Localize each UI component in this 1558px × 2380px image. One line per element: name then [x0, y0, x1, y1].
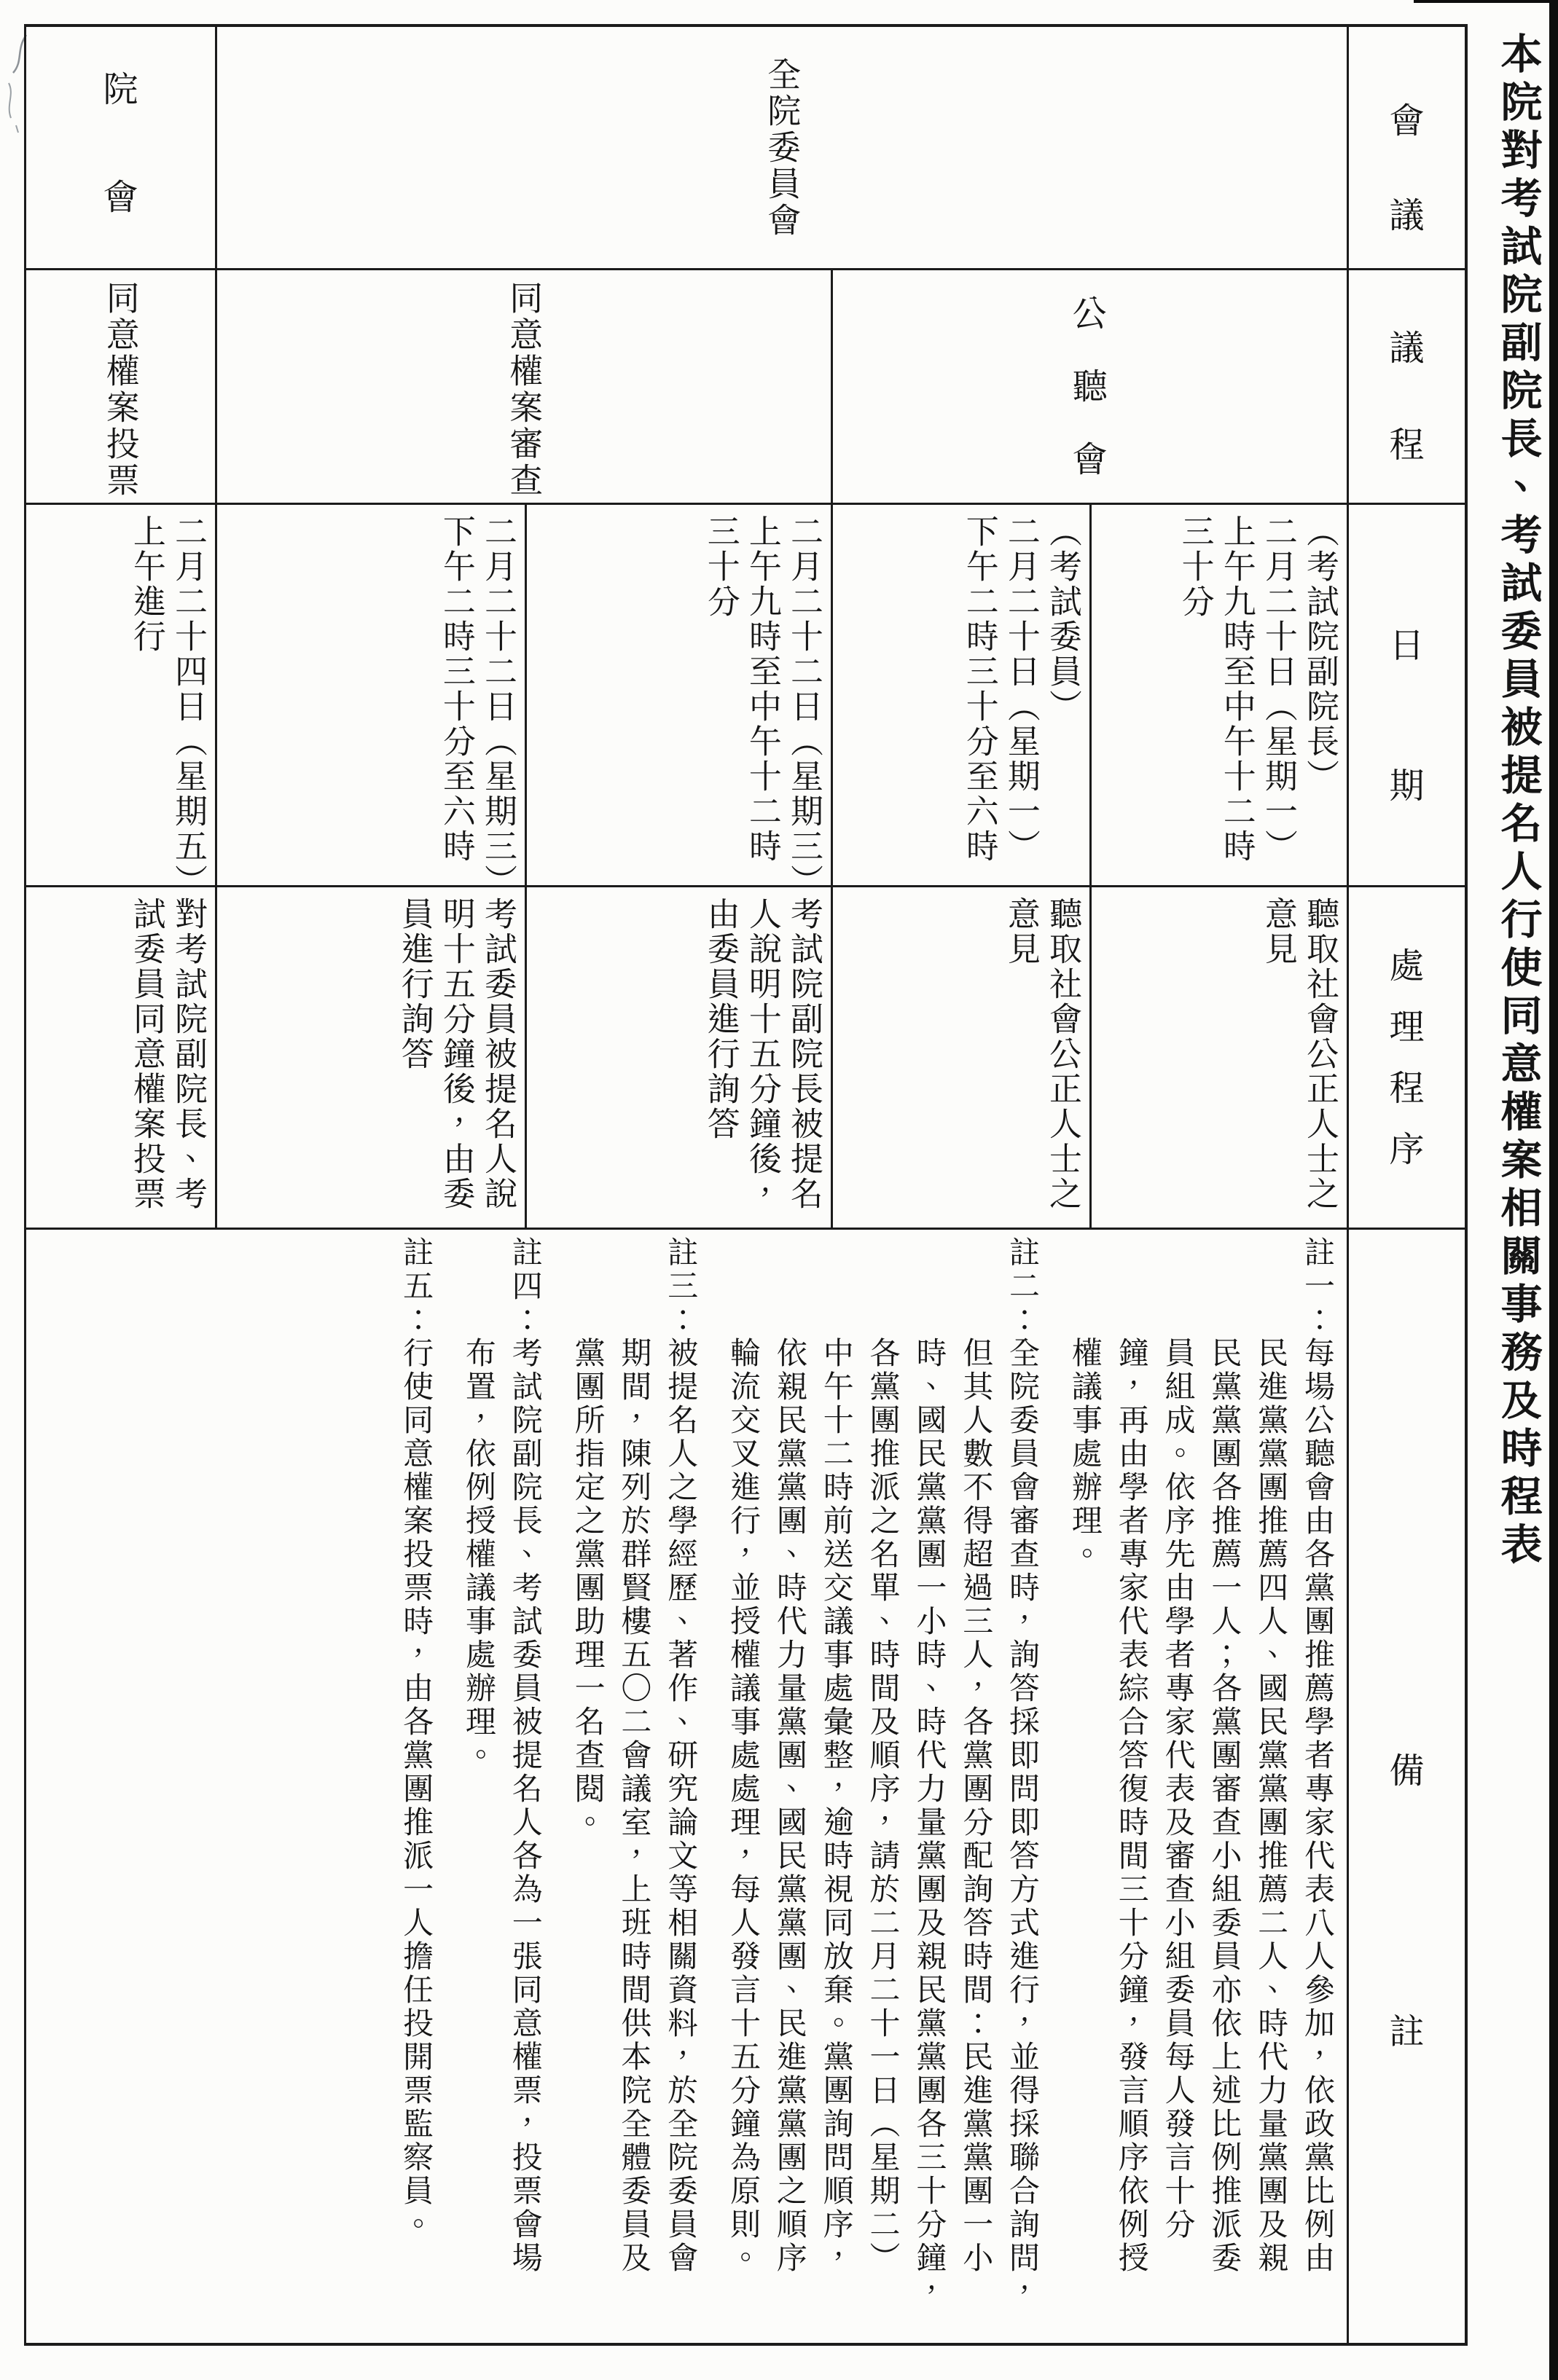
date-line: （考試院副院長）	[1301, 514, 1339, 794]
note-line: 期間，陳列於群賢樓五〇二會議室，上班時間供本院全體委員及	[616, 1337, 653, 2275]
date-review-vice-president	[527, 505, 831, 899]
table-border-right	[1465, 24, 1468, 2346]
note-line: 但其人數不得超過三人，各黨團分配詢答時間：民進黨黨團一小	[958, 1337, 995, 2275]
date-line: 三十分	[701, 514, 740, 619]
date-line: 二月二十二日（星期三）	[785, 514, 823, 899]
procedure-plenary-vote	[26, 887, 215, 1228]
date-line: 二月二十日（星期一）	[1258, 514, 1298, 864]
date-plenary-vote	[26, 505, 215, 899]
procedure-line: 由委員進行詢答	[701, 897, 740, 1142]
date-text	[436, 505, 525, 899]
note-line: 時、國民黨黨團一小時、時代力量黨團及親民黨黨團各三十分鐘，	[912, 1337, 948, 2309]
meeting-plenary	[26, 27, 215, 268]
header-procedure	[1349, 887, 1465, 1228]
note-line: 布置，依例授權議事處辦理。	[461, 1337, 497, 1772]
date-line: （考試委員）	[1044, 514, 1082, 724]
procedure-line: 員進行詢答	[395, 897, 434, 1072]
date-text	[1174, 505, 1347, 864]
note-3	[565, 1236, 704, 2309]
procedure-line: 考試委員被提名人說	[479, 897, 517, 1211]
note-line: 員組成。依序先由學者專家代表及審查小組委員每人發言十分	[1160, 1337, 1197, 2242]
note-2	[720, 1236, 1046, 2309]
date-hearing-vice-president	[1092, 505, 1347, 885]
procedure-hearing-vice-president	[1092, 887, 1347, 1228]
date-hearing-members	[833, 505, 1089, 885]
agenda-hearing	[833, 270, 1347, 503]
date-line: 上午進行	[127, 514, 166, 654]
note-1	[1062, 1236, 1341, 2309]
date-text	[126, 505, 215, 899]
hearing-label: 公 聽 會	[1072, 293, 1108, 480]
note-line: 黨團所指定之黨團助理一名查閱。	[570, 1337, 606, 1839]
note-line: 輪流交叉進行，並授權議事處處理，每人發言十五分鐘為原則。	[726, 1337, 762, 2275]
procedure-text	[1001, 887, 1089, 1211]
header-date-label: 日 期	[1389, 624, 1425, 806]
procedure-hearing-members	[833, 887, 1089, 1228]
note-line: 註一：每場公聽會由各黨團推薦學者專家代表八人參加，依政黨比例由	[1300, 1236, 1336, 2275]
procedure-review-vice-president	[527, 887, 831, 1228]
scan-edge-right	[1549, 0, 1558, 2380]
review-label: 同意權案審查	[504, 280, 544, 499]
document-title: 本院對考試院副院長、考試委員被提名人行使同意權案相關事務及時程表	[1494, 32, 1543, 1571]
note-line: 權議事處辦理。	[1067, 1337, 1103, 1571]
header-date	[1349, 505, 1465, 885]
procedure-line: 聽取社會公正人士之	[1044, 897, 1082, 1211]
date-line: 二月二十日（星期一）	[1001, 514, 1041, 864]
committee-of-whole-label: 全院委員會	[762, 56, 802, 239]
plenary-label: 院 會	[103, 68, 138, 218]
procedure-review-members	[217, 887, 525, 1228]
procedure-line: 聽取社會公正人士之	[1301, 897, 1339, 1211]
date-text	[959, 505, 1089, 864]
header-agenda	[1349, 270, 1465, 503]
procedure-line: 意見	[1001, 897, 1041, 967]
note-line: 中午十二時前送交議事處彙整，逾時視同放棄。黨團詢問順序，	[818, 1337, 855, 2275]
note-line: 依親民黨黨團、時代力量黨團、國民黨黨團、民進黨黨團之順序	[772, 1337, 808, 2275]
procedure-line: 人說明十五分鐘後，	[743, 897, 782, 1211]
note-4	[455, 1236, 549, 2309]
meeting-committee-of-whole	[217, 27, 1347, 268]
procedure-line: 考試院副院長被提名	[785, 897, 823, 1211]
header-remarks-label: 備 註	[1389, 1751, 1425, 2052]
procedure-line: 意見	[1258, 897, 1298, 967]
note-line: 註五：行使同意權案投票時，由各黨團推派一人擔任投開票監察員。	[399, 1236, 435, 2242]
note-5	[393, 1236, 439, 2309]
date-line: 上午九時至中午十二時	[743, 514, 782, 864]
date-line: 上午九時至中午十二時	[1217, 514, 1256, 864]
note-line: 註二：全院委員會審查時，詢答採即問即答方式進行，並得採聯合詢問，	[1005, 1236, 1041, 2309]
agenda-vote	[26, 270, 215, 503]
note-line: 註四：考試院副院長、考試委員被提名人各為一張同意權票，投票會場	[507, 1236, 544, 2275]
header-meeting	[1349, 27, 1465, 268]
date-line: 三十分	[1175, 514, 1215, 619]
note-line: 鐘，再由學者專家代表綜合答復時間三十分鐘，發言順序依例授	[1113, 1337, 1150, 2275]
remarks-cell	[26, 1230, 1347, 2343]
procedure-text	[1258, 887, 1347, 1211]
table-border-bottom	[24, 2343, 1468, 2346]
agenda-review	[217, 270, 831, 503]
date-review-members	[217, 505, 525, 899]
procedure-text	[700, 887, 831, 1211]
date-line: 二月二十二日（星期三）	[479, 514, 517, 899]
procedure-text	[394, 887, 525, 1211]
procedure-line: 對考試院副院長、考	[169, 897, 208, 1211]
note-line: 註三：被提名人之學經歷、著作、研究論文等相關資料，於全院委員會	[663, 1236, 700, 2275]
procedure-line: 試委員同意權案投票	[127, 897, 166, 1211]
date-line: 下午二時三十分至六時	[437, 514, 476, 864]
note-line: 民黨黨團各推薦一人；各黨團審查小組委員亦依上述比例推派委	[1207, 1337, 1243, 2275]
procedure-line: 明十五分鐘後，由委	[437, 897, 476, 1211]
date-line: 二月二十四日（星期五）	[169, 514, 208, 899]
header-remarks	[1349, 1230, 1465, 2343]
notes	[393, 1230, 1347, 2309]
date-line: 下午二時三十分至六時	[960, 514, 999, 864]
header-procedure-label: 處 理 程 序	[1389, 945, 1425, 1170]
vote-label: 同意權案投票	[101, 280, 141, 499]
header-meeting-label: 會 議	[1389, 100, 1425, 236]
note-line: 各黨團推派之名單、時間及順序，請於二月二十一日（星期二）	[865, 1337, 901, 2275]
header-agenda-label: 議 程	[1389, 328, 1425, 466]
note-line: 民進黨黨團推薦四人、國民黨黨團推薦二人、時代力量黨團及親	[1253, 1337, 1290, 2275]
procedure-text	[126, 887, 215, 1211]
date-text	[700, 505, 831, 899]
scan-edge-top	[1414, 0, 1558, 3]
